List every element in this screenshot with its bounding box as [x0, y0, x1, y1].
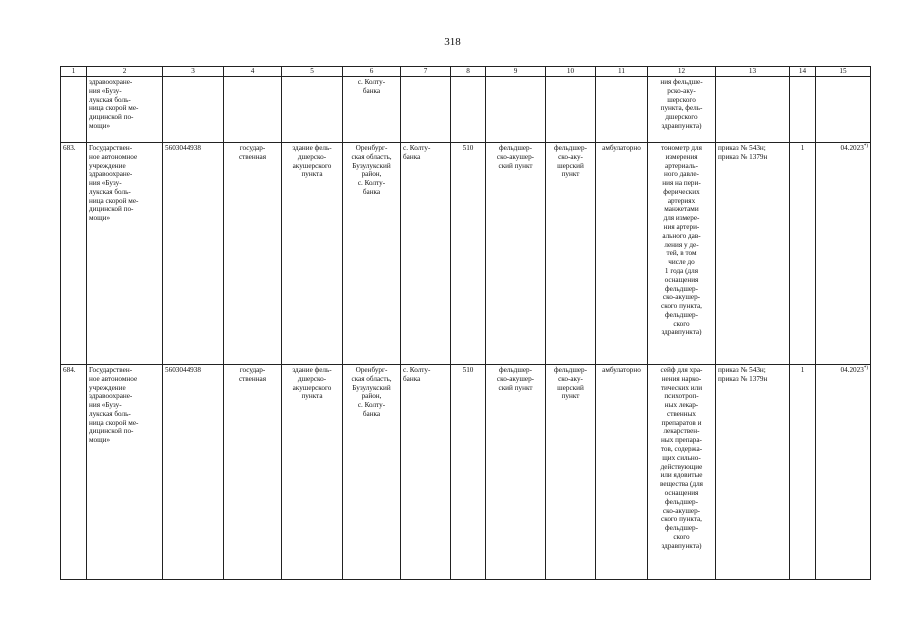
column-number: 3 — [163, 67, 224, 77]
settlement-cell: с. Колту- банка — [401, 365, 451, 580]
orders-cell: приказ № 543н; приказ № 1379н — [716, 143, 790, 365]
date-value: 04.2023 — [840, 144, 864, 152]
table-row — [61, 365, 871, 580]
column-number: 7 — [401, 67, 451, 77]
column-number: 9 — [486, 67, 546, 77]
row-number: 684. — [61, 365, 87, 580]
care-cell: амбулаторно — [596, 365, 648, 580]
org-cell: Государствен- ное автономное учреждение здравоохране- ния «Бузу- лукская боль- ница скорой ме- дицинской по- мощи» — [87, 143, 163, 365]
date-value: 04.2023 — [840, 366, 864, 374]
unit-cell: фельдшер- ско-аку- шерский пункт — [546, 365, 596, 580]
column-number: 6 — [343, 67, 401, 77]
inn-cell: 5603044938 — [163, 143, 224, 365]
equipment-cell: сейф для хра- нения нарко- тических или психотроп- ных лекар- ственных препаратов и лекарствен- ных препара- тов, содержа- щих сильно- действующие или ядовитые вещества (для оснащения фельдшер- ско-акушер- ского пункта, фельдшер- ского здравпункта) — [648, 365, 716, 580]
address-cell: Оренбург- ская область, Бузулукский район, с. Колту- банка — [343, 143, 401, 365]
qty-cell: 1 — [790, 143, 816, 365]
column-number: 13 — [716, 67, 790, 77]
column-number: 10 — [546, 67, 596, 77]
footnote-mark: *) — [863, 366, 868, 371]
date-cell — [816, 365, 871, 580]
unit-cell: фельдшер- ско-аку- шерский пункт — [546, 143, 596, 365]
column-number: 1 — [61, 67, 87, 77]
page-number: 318 — [444, 36, 461, 48]
inn-cell: 5603044938 — [163, 365, 224, 580]
column-number-row — [61, 67, 871, 77]
orders-cell: приказ № 543н; приказ № 1379н — [716, 365, 790, 580]
table-row — [61, 143, 871, 365]
table-row-continuation — [61, 77, 871, 143]
building-cell: здание фель- дшерско- акушерского пункта — [282, 143, 343, 365]
column-number: 4 — [224, 67, 282, 77]
column-number: 2 — [87, 67, 163, 77]
code-cell: 510 — [451, 365, 486, 580]
unit-type-cell: фельдшер- ско-акушер- ский пункт — [486, 365, 546, 580]
ownership-cell: государ- ственная — [224, 143, 282, 365]
column-number: 11 — [596, 67, 648, 77]
code-cell: 510 — [451, 143, 486, 365]
unit-type-cell: фельдшер- ско-акушер- ский пункт — [486, 143, 546, 365]
column-number: 5 — [282, 67, 343, 77]
ownership-cell: государ- ственная — [224, 365, 282, 580]
date-cell — [816, 143, 871, 365]
column-number: 15 — [816, 67, 871, 77]
footnote-mark: *) — [863, 144, 868, 149]
settlement-cell: с. Колту- банка — [343, 77, 401, 143]
column-number: 14 — [790, 67, 816, 77]
building-cell: здание фель- дшерско- акушерского пункта — [282, 365, 343, 580]
address-cell: Оренбург- ская область, Бузулукский район, с. Колту- банка — [343, 365, 401, 580]
data-table — [60, 66, 871, 580]
column-number: 12 — [648, 67, 716, 77]
column-number: 8 — [451, 67, 486, 77]
equipment-cell: ния фельдше- рско-аку- шерского пункта, фель- дшерского здравпункта) — [648, 77, 716, 143]
equipment-cell: тонометр для измерения артериаль- ного давле- ния на пери- ферических артериях манжетами для измере- ния артери- ального дав- ления у де- тей, в том числе до 1 года (для оснащения фельдшер- ско-акушер- ского пункта, фельдшер- ского здравпункта) — [648, 143, 716, 365]
org-cell: здравоохране- ния «Бузу- лукская боль- ница скорой ме- дицинской по- мощи» — [87, 77, 163, 143]
row-number: 683. — [61, 143, 87, 365]
org-cell: Государствен- ное автономное учреждение здравоохране- ния «Бузу- лукская боль- ница скорой ме- дицинской по- мощи» — [87, 365, 163, 580]
qty-cell: 1 — [790, 365, 816, 580]
care-cell: амбулаторно — [596, 143, 648, 365]
settlement-cell: с. Колту- банка — [401, 143, 451, 365]
